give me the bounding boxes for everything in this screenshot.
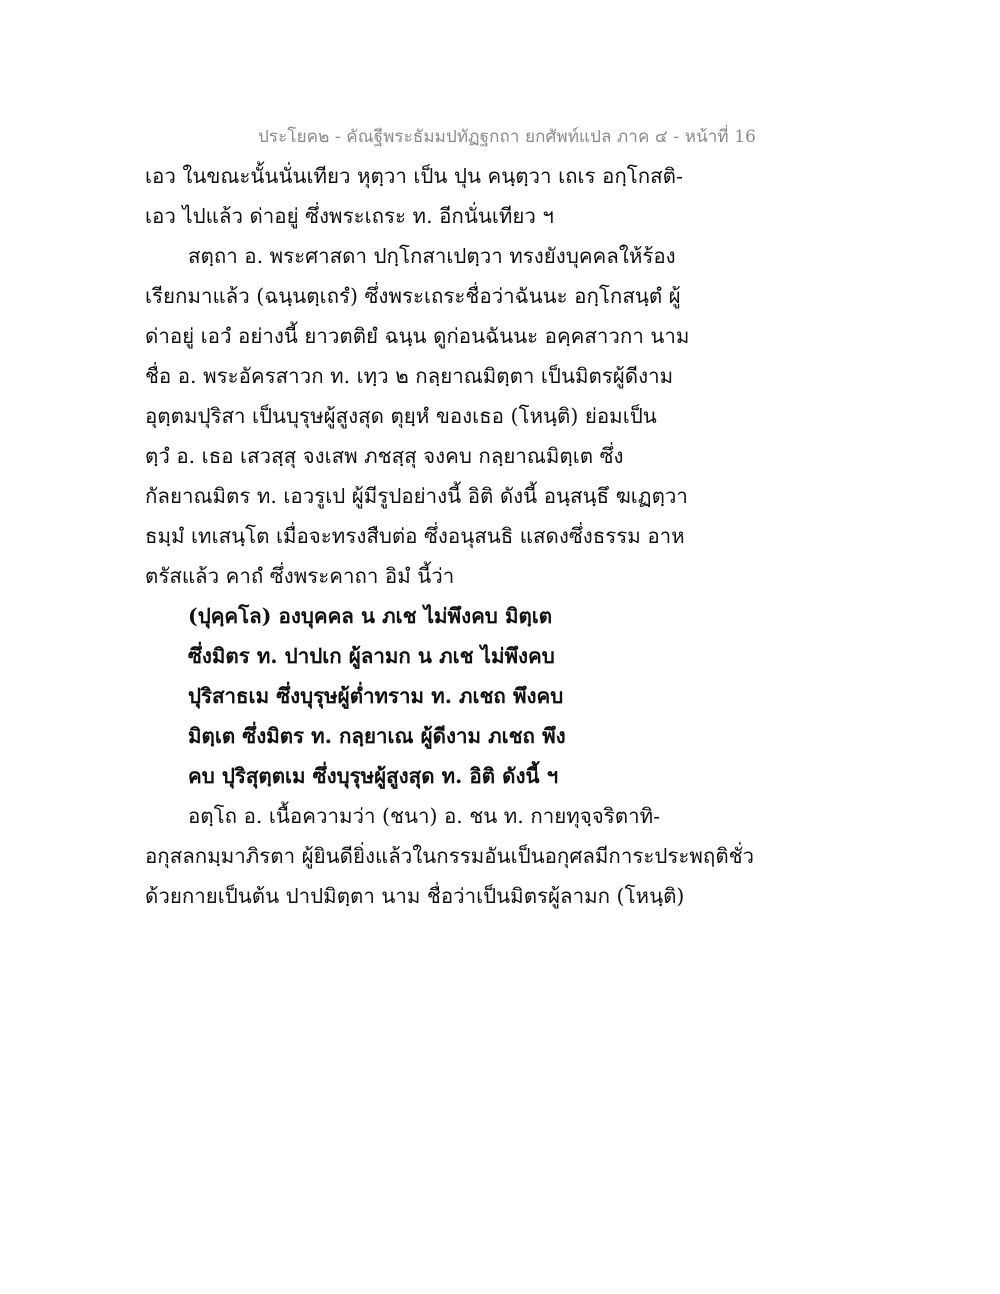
verse-line: คบ ปุริสุตฺตเม ซึ่งบุรุษผู้สูงสุด ท. อิติ ดังนี้ ฯ bbox=[188, 764, 559, 788]
text-line: ตรัสแล้ว คาถํ ซึ่งพระคาถา อิมํ นี้ว่า bbox=[145, 564, 455, 588]
text-line: ตฺวํ อ. เธอ เสวสฺสุ จงเสพ ภชสฺสุ จงคบ กลฺยาณมิตฺเต ซึ่ง bbox=[145, 444, 624, 468]
text-line: อุตฺตมปุริสา เป็นบุรุษผู้สูงสุด ตุยฺหํ ของเธอ (โหนฺติ) ย่อมเป็น bbox=[145, 404, 657, 428]
paragraph-start-line: สตฺถา อ. พระศาสดา ปกฺโกสาเปตฺวา ทรงยังบุคคลให้ร้อง bbox=[188, 244, 676, 268]
text-line: เรียกมาแล้ว (ฉนฺนตฺเถรํ) ซึ่งพระเถระชื่อว่าฉันนะ อกฺโกสนฺตํ ผู้ bbox=[145, 284, 681, 308]
text-line: ธมฺมํ เทเสนฺโต เมื่อจะทรงสืบต่อ ซึ่งอนุสนธิ แสดงซึ่งธรรม อาห bbox=[145, 524, 685, 548]
verse-line: ซึ่งมิตร ท. ปาปเก ผู้ลามก น ภเช ไม่พึงคบ bbox=[188, 644, 555, 668]
text-line: ด้วยกายเป็นต้น ปาปมิตฺตา นาม ชื่อว่าเป็นมิตรผู้ลามก (โหนฺติ) bbox=[145, 884, 685, 908]
verse-line: มิตฺเต ซึ่งมิตร ท. กลฺยาเณ ผู้ดีงาม ภเชถ พึง bbox=[188, 724, 566, 748]
text-line: อกุสลกมฺมาภิรตา ผู้ยินดียิ่งแล้วในกรรมอันเป็นอกุศลมีการะประพฤติชั่ว bbox=[145, 844, 755, 868]
text-line: ด่าอยู่ เอวํ อย่างนี้ ยาวตติยํ ฉนฺน ดูก่อนฉันนะ อคฺคสาวกา นาม bbox=[145, 324, 690, 348]
paragraph-start-line: อตฺโถ อ. เนื้อความว่า (ชนา) อ. ชน ท. กายทุจฺจริตาทิ- bbox=[188, 804, 661, 828]
page-header: ประโยค๒ - คัณฐีพระธัมมปทัฏฐกถา ยกศัพท์แปล ภาค ๔ - หน้าที่ 16 bbox=[258, 127, 757, 147]
verse-line: (ปุคฺคโล) องบุคคล น ภเช ไม่พึงคบ มิตฺเต bbox=[188, 604, 553, 628]
text-line: กัลยาณมิตร ท. เอวรูเป ผู้มีรูปอย่างนี้ อิติ ดังนี้ อนฺสนฺธึ ฆเฏตฺวา bbox=[145, 484, 688, 508]
text-line: ชื่อ อ. พระอัครสาวก ท. เทฺว ๒ กลฺยาณมิตฺตา เป็นมิตรผู้ดีงาม bbox=[145, 364, 674, 388]
text-line: เอว ในขณะนั้นนั่นเทียว หุตฺวา เป็น ปุน คนฺตฺวา เถเร อกฺโกสติ- bbox=[145, 164, 683, 188]
verse-line: ปุริสาธเม ซึ่งบุรุษผู้ต่ำทราม ท. ภเชถ พึงคบ bbox=[188, 684, 564, 708]
text-line: เอว ไปแล้ว ด่าอยู่ ซึ่งพระเถระ ท. อีกนั่นเทียว ฯ bbox=[145, 204, 554, 228]
